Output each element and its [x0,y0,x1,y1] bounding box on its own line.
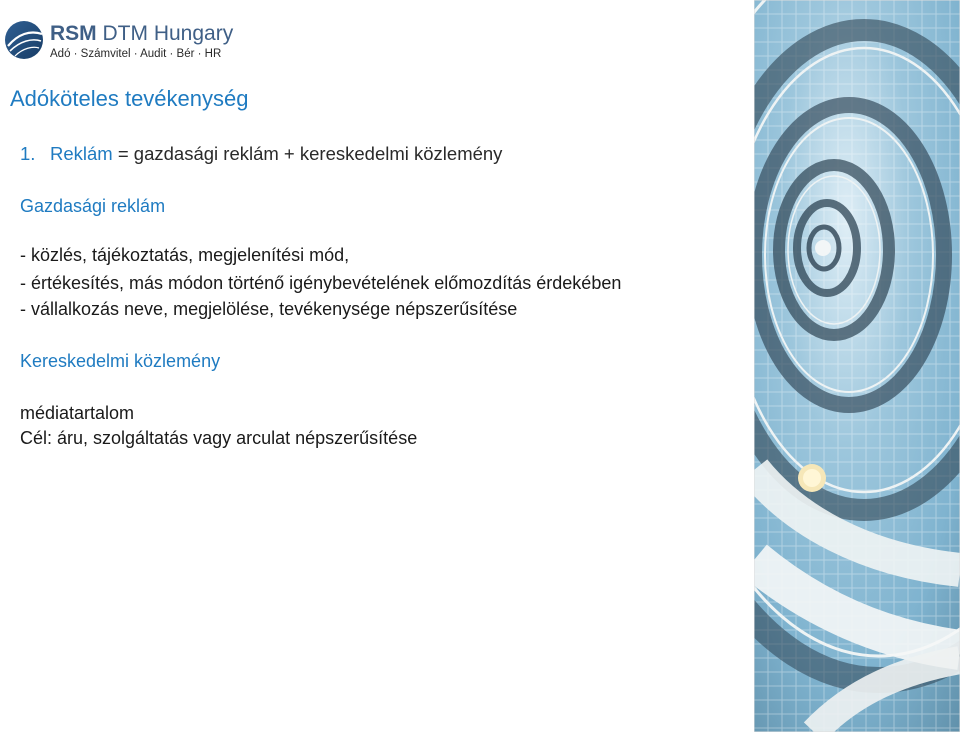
item-term: Reklám [50,143,113,164]
spiral-staircase-image [754,0,960,732]
kereskedelmi-heading: Kereskedelmi közlemény [20,351,221,371]
gazdasagi-line: - vállalkozás neve, megjelölése, tevékenysége népszerűsítése [20,299,518,319]
kereskedelmi-line: Cél: áru, szolgáltatás vagy arculat népszerűsítése [20,428,418,448]
slide-title: Adóköteles tevékenység [10,86,249,111]
item-definition: = gazdasági reklám + kereskedelmi közlemény [112,143,503,164]
logo-name: RSM DTM Hungary [50,22,234,45]
gazdasagi-heading: Gazdasági reklám [20,196,166,216]
gazdasagi-line: - közlés, tájékoztatás, megjelenítési mód, [20,245,350,265]
gazdasagi-line: - értékesítés, más módon történő igénybevételének előmozdítás érdekében [20,273,622,293]
logo-tagline: Adó · Számvitel · Audit · Bér · HR [50,48,222,60]
numbered-item [20,143,502,165]
kereskedelmi-line: médiatartalom [20,403,135,423]
rsm-logo [4,16,234,66]
item-number: 1. [20,143,36,164]
rsm-globe-icon [4,20,44,60]
